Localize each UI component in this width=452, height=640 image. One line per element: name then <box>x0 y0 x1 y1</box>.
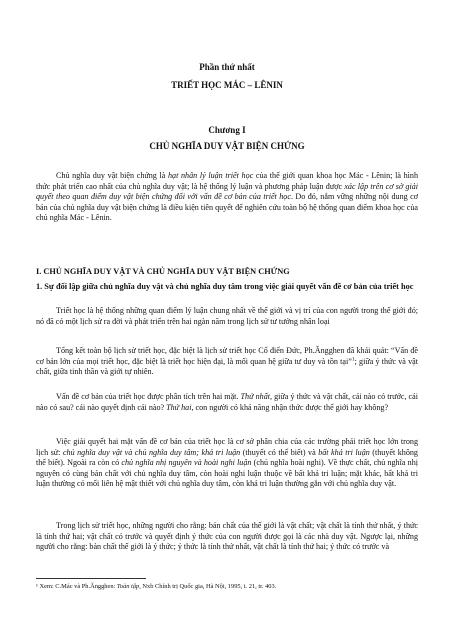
paragraph-4 <box>36 437 418 490</box>
footnote-marker[interactable]: 1 <box>351 355 355 362</box>
intro-text: . Do đó, nắm vững những nội dung cơ bản của chủ nghĩa duy vật biện chứng là điều kiện tiên quyết để nghiên cứu toàn bộ hệ thống quan điểm khoa học của chủ nghĩa Mác - Lênin. <box>36 192 418 223</box>
paragraph-1: Triết học là hệ thống những quan điểm lý luận chung nhất về thế giới và vị trí của con người trong thế giới đó; nó đã có một lịch sử ra đời và phát triển trên hai ngàn năm trong lịch sử tư tưởng nhân loại <box>36 306 418 326</box>
paragraph-5: Trong lịch sử triết học, những người cho rằng: bản chất của thế giới là vật chất; vật chất là tính thứ nhất, ý thức là tính thứ hai; vật chất có trước và quyết định ý thức của con người được gọi là các nhà duy vật. Ngược lại, những người cho rằng: bản chất thế giới là ý thức; ý thức là tính thứ nhất, vật chất là tính thứ hai; ý thức có trước và <box>36 521 418 552</box>
paragraph-text: (thuyết không thể biết). Ngoài ra còn có <box>36 447 418 468</box>
footnote-divider <box>36 578 146 579</box>
intro-emphasis: hạt nhân lý luận triết học <box>168 171 254 180</box>
paragraph-emphasis: chủ nghĩa duy vật và chủ nghĩa duy tâm; khả tri luận <box>62 447 241 457</box>
paragraph-text: Việc giải quyết hai mặt vấn đề cơ bản của triết học là cơ sở phân chia của các trường phái triết học lớn trong lịch sử: <box>36 437 418 457</box>
footnote-text: , Nxb Chính trị Quốc gia, Hà Nội, 1995, t. 21, tr. 403. <box>139 583 277 590</box>
part-subtitle: TRIẾT HỌC MÁC – LÊNIN <box>171 80 283 90</box>
chapter-number: Chương I <box>208 125 246 135</box>
paragraph-text: (thuyết có thể biết) và <box>240 447 319 457</box>
subsection-heading: 1. Sự đối lập giữa chủ nghĩa duy vật và chủ nghĩa duy tâm trong việc giải quyết vấn đề cơ bản của triết học <box>36 282 414 291</box>
section-heading: I. CHỦ NGHĨA DUY VẬT VÀ CHỦ NGHĨA DUY VẬT BIỆN CHỨNG <box>36 267 290 276</box>
page-content <box>36 0 418 640</box>
footnote <box>36 583 418 591</box>
footnote-text: ¹ Xem: C.Mác và Ph.Ăngghen: <box>36 583 117 590</box>
paragraph-text: Tổng kết toàn bộ lịch sử triết học, đặc biệt là lịch sử triết học Cổ điển Đức, Ph.Ăngghen đã khái quát: “Vấn đề cơ bản lớn của mọi triết học, đặc biệt là triết học hiện đại, là mối quan hệ giữa tư duy và tồn tại” <box>36 346 418 366</box>
paragraph-text: , giữa ý thức và vật chất, cái nào có trước, cái nào có sau? cái nào quyết định cái nào? <box>36 392 418 412</box>
paragraph-text: , con người có khả năng nhận thức được thế giới hay không? <box>191 402 389 412</box>
paragraph-emphasis: Thứ hai <box>166 402 192 412</box>
paragraph-emphasis: chủ nghĩa nhị nguyên và hoài nghi luận <box>121 458 252 468</box>
paragraph-text: Vấn đề cơ bản của triết học được phân tích trên hai mặt. <box>56 392 241 401</box>
paragraph-3 <box>36 392 418 413</box>
chapter-title: CHỦ NGHĨA DUY VẬT BIỆN CHỨNG <box>149 141 305 151</box>
paragraph-emphasis: Thứ nhất <box>240 392 270 401</box>
paragraph-text: (chủ nghĩa hoài nghi). Về thực chất, chủ nghĩa nhị nguyên có cùng bản chất với chủ nghĩa duy tâm, còn hoài nghi luận thuộc về bất khả tri luận; mặt khác, bất khả tri luận thường có mối liên hệ mật thiết với chủ nghĩa duy tâm, còn khả tri luận thường gắn với chủ nghĩa duy vật. <box>36 458 418 489</box>
intro-text: Chủ nghĩa duy vật biện chứng là <box>56 171 168 180</box>
intro-emphasis: xác lập trên cơ sở giải quyết theo quan điểm duy vật biện chứng đối với vấn đề cơ bản của triết học <box>36 181 419 202</box>
part-title: Phần thứ nhất <box>199 62 255 72</box>
paragraph-2 <box>36 346 418 378</box>
intro-text: của thế giới quan khoa học Mác - Lênin; là hình thức phát triển cao nhất của chủ nghĩa duy vật; là hệ thống lý luận và phương pháp luận được <box>36 171 418 191</box>
paragraph-text: ; giữa ý thức và vật chất, giữa tinh thần và giới tự nhiên. <box>36 356 418 377</box>
paragraph-emphasis: bất khả tri luận <box>318 447 370 457</box>
intro-paragraph <box>36 171 418 224</box>
footnote-book-title: Toàn tập <box>116 583 140 590</box>
